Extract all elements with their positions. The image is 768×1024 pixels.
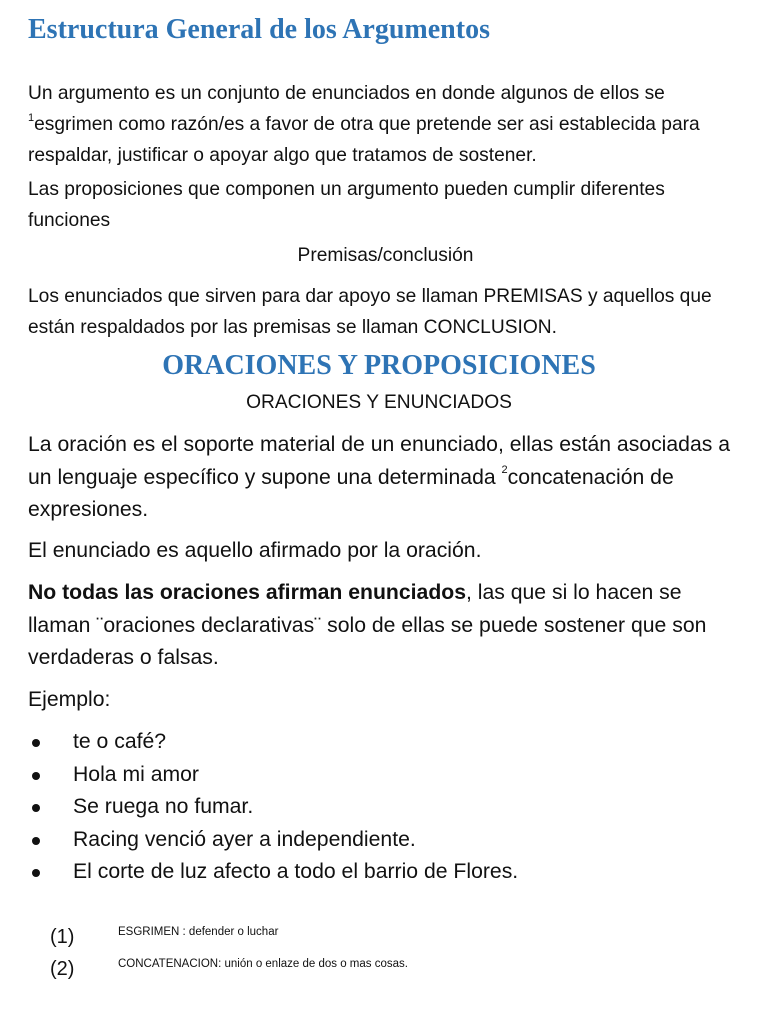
footnote-text: CONCATENACION: unión o enlaze de dos o mas cosas. (118, 958, 408, 970)
footnote-text: ESGRIMEN : defender o luchar (118, 926, 279, 938)
paragraph-text: concatenación de expresiones. (28, 465, 674, 521)
bullet-icon (32, 739, 40, 747)
paragraph-statement-definition: El enunciado es aquello afirmado por la oración. (28, 539, 482, 562)
list-item-text: El corte de luz afecto a todo el barrio de Flores. (73, 860, 519, 884)
list-item-text: Racing venció ayer a independiente. (73, 827, 416, 851)
section-heading: ORACIONES Y PROPOSICIONES (162, 350, 596, 381)
bullet-icon (32, 772, 40, 780)
footnote-ref-2: 2 (501, 464, 508, 477)
footnote-ref-1: 1 (28, 111, 35, 124)
paragraph-text: esgrimen como razón/es a favor de otra que pretende ser asi establecida para respaldar, justificar o apoyar algo que tratamos de sostener. (28, 114, 700, 166)
document-title: Estructura General de los Argumentos (28, 14, 490, 45)
footnote-number: (2) (50, 958, 75, 980)
section-subheading: ORACIONES Y ENUNCIADOS (246, 392, 512, 413)
paragraph-propositions-functions: Las proposiciones que componen un argumento pueden cumplir diferentes funciones (28, 179, 665, 231)
paragraph-text: , las que si lo hacen se llaman ¨oraciones declarativas¨ solo de ellas se puede sostener que son verdaderas o falsas. (28, 581, 707, 669)
paragraph-declarative-sentences (28, 577, 743, 675)
list-item-text: te o café? (73, 730, 167, 753)
paragraph-text: Un argumento es un conjunto de enunciados en donde algunos de ellos se (28, 83, 665, 104)
paragraph-premises-conclusion: Los enunciados que sirven para dar apoyo se llaman PREMISAS y aquellos que están respaldados por las premisas se llaman CONCLUSION. (28, 286, 712, 338)
footnote-number: (1) (50, 926, 75, 948)
center-label: Premisas/conclusión (297, 245, 474, 266)
bold-statement: No todas las oraciones afirman enunciados (28, 581, 466, 604)
bullet-icon (32, 837, 40, 845)
list-item-text: Hola mi amor (73, 762, 199, 786)
list-item-text: Se ruega no fumar. (73, 795, 254, 819)
bullet-icon (32, 804, 40, 812)
paragraph-argument-definition (28, 78, 743, 171)
bullet-icon (32, 869, 40, 877)
example-label: Ejemplo: (28, 688, 111, 711)
paragraph-sentence-definition (28, 429, 743, 527)
paragraph-text: La oración es el soporte material de un enunciado, ellas están asociadas a un lenguaje específico y supone una determinada (28, 433, 730, 489)
